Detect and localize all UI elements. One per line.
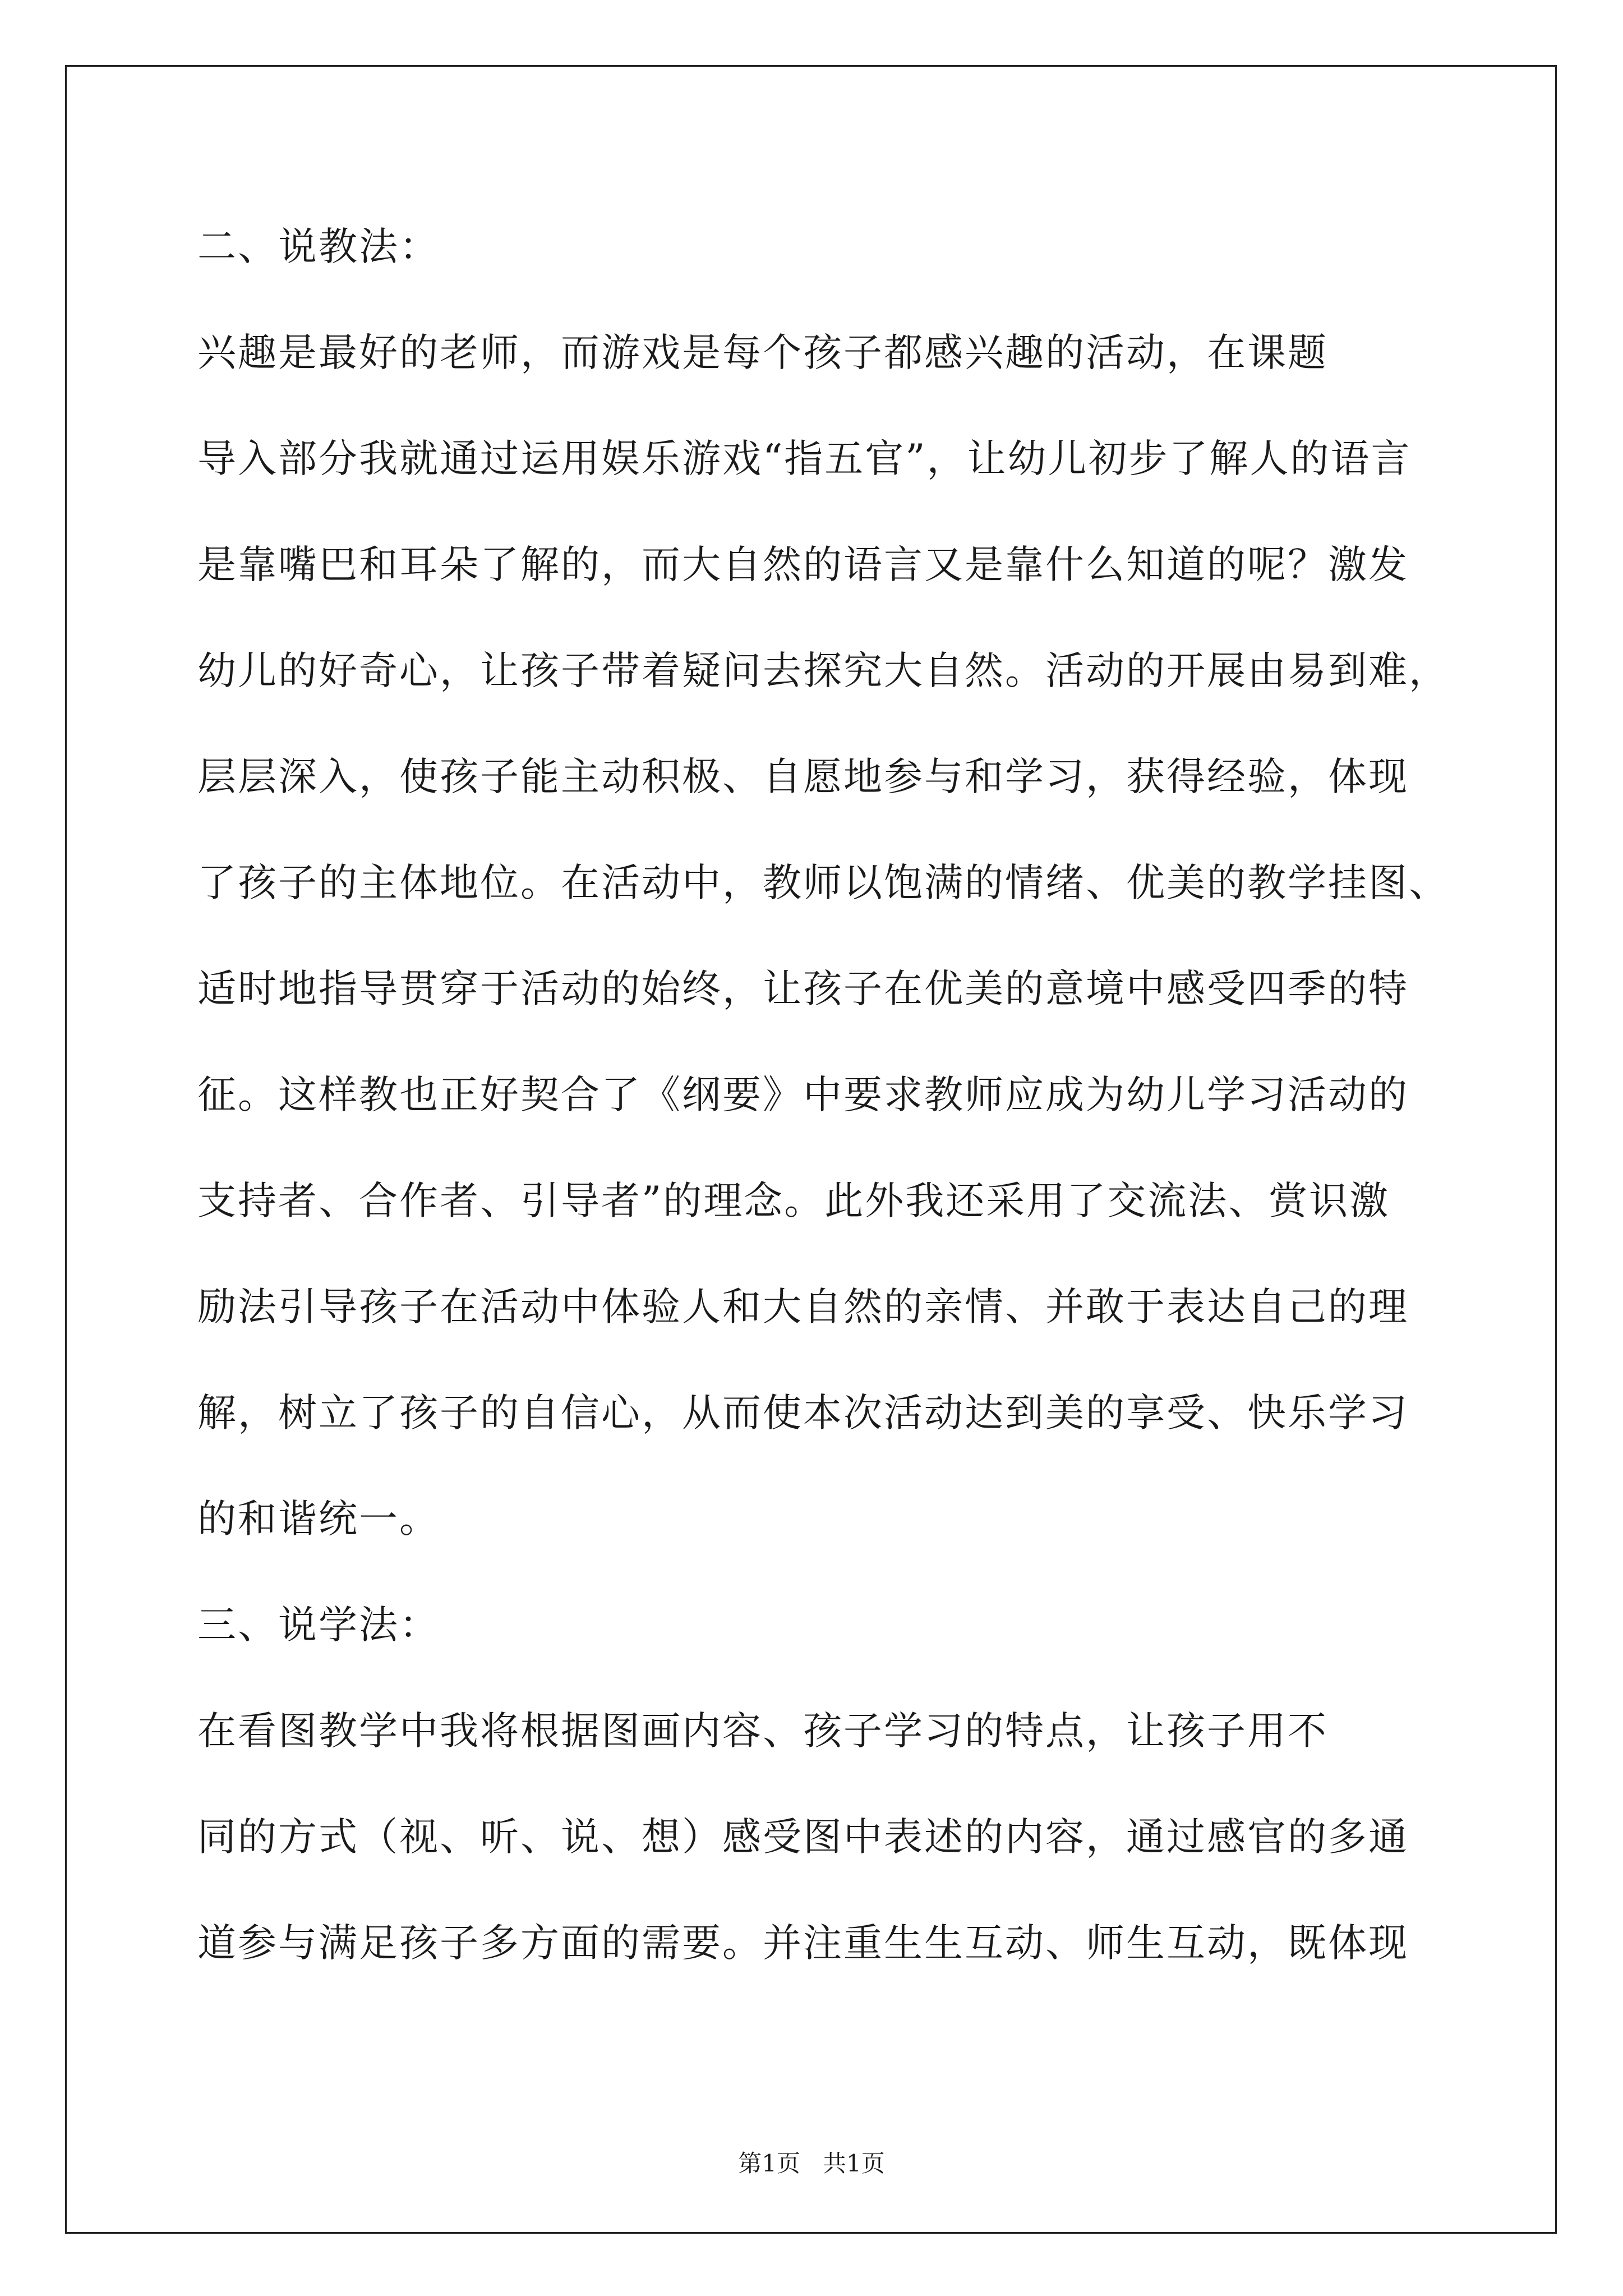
paragraph-line: 支持者、合作者、引导者”的理念。此外我还采用了交流法、赏识激 bbox=[197, 1179, 1390, 1223]
paragraph-line: 兴趣是最好的老师，而游戏是每个孩子都感兴趣的活动，在课题 bbox=[197, 330, 1328, 375]
paragraph-line: 解，树立了孩子的自信心，从而使本次活动达到美的享受、快乐学习 bbox=[197, 1391, 1409, 1435]
paragraph-line: 励法引导孩子在活动中体验人和大自然的亲情、并敢于表达自己的理 bbox=[197, 1285, 1409, 1329]
heading-learning-method: 三、说学法： bbox=[197, 1603, 440, 1648]
paragraph-line: 了孩子的主体地位。在活动中，教师以饱满的情绪、优美的教学挂图、 bbox=[197, 861, 1449, 905]
paragraph-line: 的和谐统一。 bbox=[197, 1497, 440, 1542]
page-border bbox=[65, 65, 1557, 2234]
paragraph-line: 导入部分我就通过运用娱乐游戏“指五官”，让幼儿初步了解人的语言 bbox=[197, 436, 1412, 481]
paragraph-line: 层层深入，使孩子能主动积极、自愿地参与和学习，获得经验，体现 bbox=[197, 754, 1409, 799]
paragraph-line: 幼儿的好奇心，让孩子带着疑问去探究大自然。活动的开展由易到难， bbox=[197, 648, 1449, 693]
paragraph-line: 征。这样教也正好契合了《纲要》中要求教师应成为幼儿学习活动的 bbox=[197, 1073, 1409, 1117]
paragraph-line: 道参与满足孩子多方面的需要。并注重生生互动、师生互动，既体现 bbox=[197, 1921, 1409, 1966]
heading-teaching-method: 二、说教法： bbox=[197, 224, 440, 269]
page-footer: 第1页 共1页 bbox=[738, 2150, 885, 2177]
paragraph-line: 是靠嘴巴和耳朵了解的，而大自然的语言又是靠什么知道的呢？激发 bbox=[197, 542, 1409, 587]
paragraph-line: 同的方式（视、听、说、想）感受图中表述的内容，通过感官的多通 bbox=[197, 1815, 1409, 1860]
paragraph-line: 适时地指导贯穿于活动的始终，让孩子在优美的意境中感受四季的特 bbox=[197, 967, 1409, 1011]
paragraph-line: 在看图教学中我将根据图画内容、孩子学习的特点，让孩子用不 bbox=[197, 1709, 1328, 1754]
